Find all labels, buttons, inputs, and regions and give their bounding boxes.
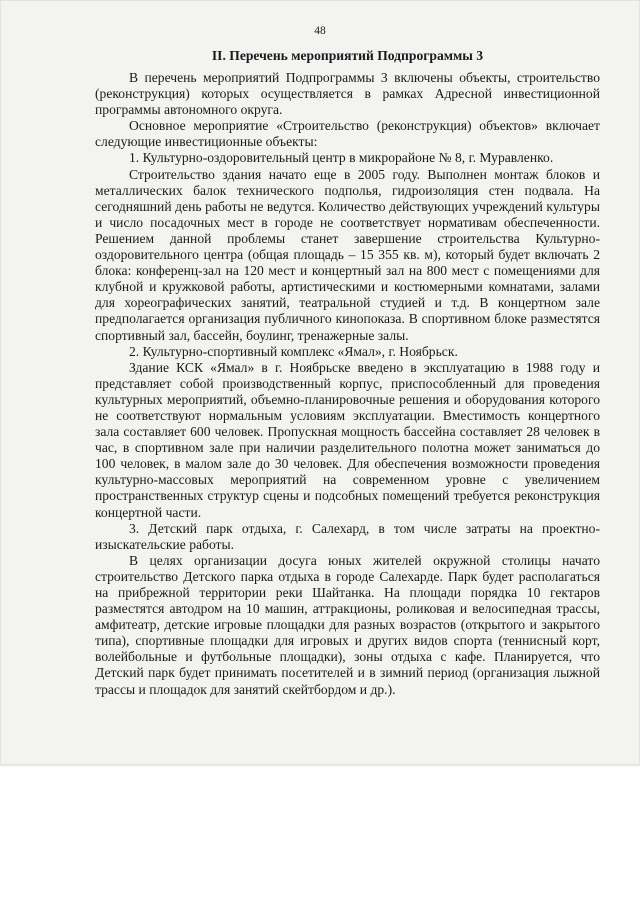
section-heading: II. Перечень мероприятий Подпрограммы 3 (211, 48, 484, 63)
paragraph-main-activity: Основное мероприятие «Строительство (реконструкция) объектов» включает следующие инвестиционные объекты: (95, 118, 600, 150)
paragraph-item-3-title: 3. Детский парк отдыха, г. Салехард, в том числе затраты на проектно-изыскательские работы. (95, 520, 600, 552)
paragraph-item-1-title: 1. Культурно-оздоровительный центр в микрорайоне № 8, г. Муравленко. (129, 150, 554, 166)
page-number: 48 (314, 25, 326, 37)
paragraph-item-1-description: Строительство здания начато еще в 2005 году. Выполнен монтаж блоков и металлических балок технического подполья, гидроизоляция стен подвала. На сегодняшний день работы не ведутся. Количество действующих учреждений культуры и число посадочных мест в городе не соответствует нормативам обеспеченности. Решением данной проблемы станет завершение строительства Культурно-оздоровительного центра (общая площадь – 15 355 кв. м), который будет включать 2 блока: конференц-зал на 120 мест и концертный зал на 800 мест с помещениями для клубной и кружковой работы, артистическими и костюмерными комнатами, залами для хореографических занятий, театральной студией и т.д. В концертном зале предполагается организация публичного кинопоказа. В спортивном блоке разместятся спортивный зал, бассейн, боулинг, тренажерные залы. (95, 166, 600, 343)
paragraph-item-2-description: Здание КСК «Ямал» в г. Ноябрьске введено в эксплуатацию в 1988 году и представляет собой производственный корпус, приспособленный для проведения культурных мероприятий, объемно-планировочные решения и оборудования которого не соответствуют нормальным условиям эксплуатации. Вместимость концертного зала составляет 600 человек. Пропускная мощность бассейна составляет 28 человек в час, в спортивном зале при наличии разделительного полотна может заниматься до 100 человек, в малом зале до 30 человек. Для обеспечения возможности проведения культурно-массовых мероприятий на современном уровне с увеличением пространственных структур сцены и подсобных помещений требуется реконструкция концертной части. (95, 359, 600, 520)
scan-bottom-edge (0, 764, 640, 767)
paragraph-item-3-description: В целях организации досуга юных жителей окружной столицы начато строительство Детского парка отдыха в городе Салехарде. Парк будет располагаться на прибрежной территории реки Шайтанка. На площади порядка 10 гектаров разместятся автодром на 10 машин, аттракционы, роликовая и велосипедная трассы, амфитеатр, детские игровые площадки для разных возрастов (открытого и закрытого типа), спортивные площадки для игровых и других видов спорта (теннисный корт, волейбольные и футбольные площадки), зоны отдыха с кафе. Планируется, что Детский парк будет принимать посетителей и в зимний период (организация лыжной трассы и площадок для занятий скейтбордом и др.). (95, 552, 600, 697)
body-text (95, 70, 600, 698)
paragraph-item-2-title: 2. Культурно-спортивный комплекс «Ямал», г. Ноябрьск. (129, 343, 458, 359)
paragraph-intro: В перечень мероприятий Подпрограммы 3 включены объекты, строительство (реконструкция) которых осуществляется в рамках Адресной инвестиционной программы автономного округа. (95, 70, 600, 118)
